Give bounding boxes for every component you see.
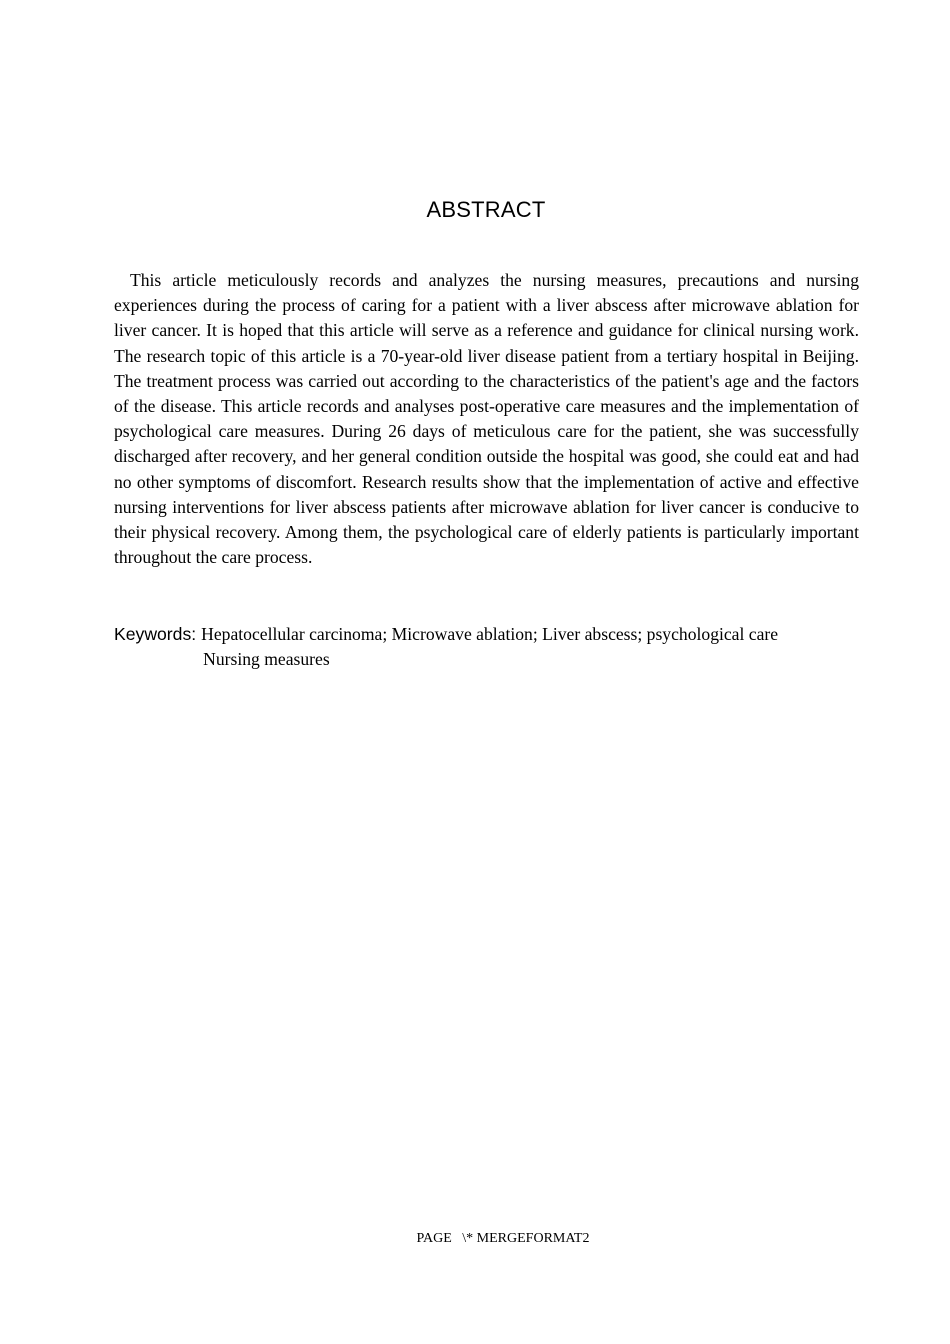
keywords-line-1: Hepatocellular carcinoma; Microwave ablation; Liver abscess; psychological care bbox=[201, 624, 779, 644]
keywords-section bbox=[114, 622, 859, 672]
abstract-title: ABSTRACT bbox=[426, 197, 546, 222]
keywords-list bbox=[201, 622, 859, 672]
abstract-paragraph: This article meticulously records and analyzes the nursing measures, precautions and nursing experiences during the process of caring for a patient with a liver abscess after microwave ablation for liver cancer. It is hoped that this article will serve as a reference and guidance for clinical nursing work. The research topic of this article is a 70-year-old liver disease patient from a tertiary hospital in Beijing. The treatment process was carried out according to the characteristics of the patient's age and the factors of the disease. This article records and analyses post-operative care measures and the implementation of psychological care measures. During 26 days of meticulous care for the patient, she was successfully discharged after recovery, and her general condition outside the hospital was good, she could eat and had no other symptoms of discomfort. Research results show that the implementation of active and effective nursing interventions for liver abscess patients after microwave ablation for liver cancer is conducive to their physical recovery. Among them, the psychological care of elderly patients is particularly important throughout the care process. bbox=[114, 270, 859, 568]
keywords-line-2: Nursing measures bbox=[203, 649, 330, 670]
page-footer-field: PAGE \* MERGEFORMAT2 bbox=[416, 1231, 590, 1246]
keywords-label: Keywords: bbox=[114, 624, 197, 644]
